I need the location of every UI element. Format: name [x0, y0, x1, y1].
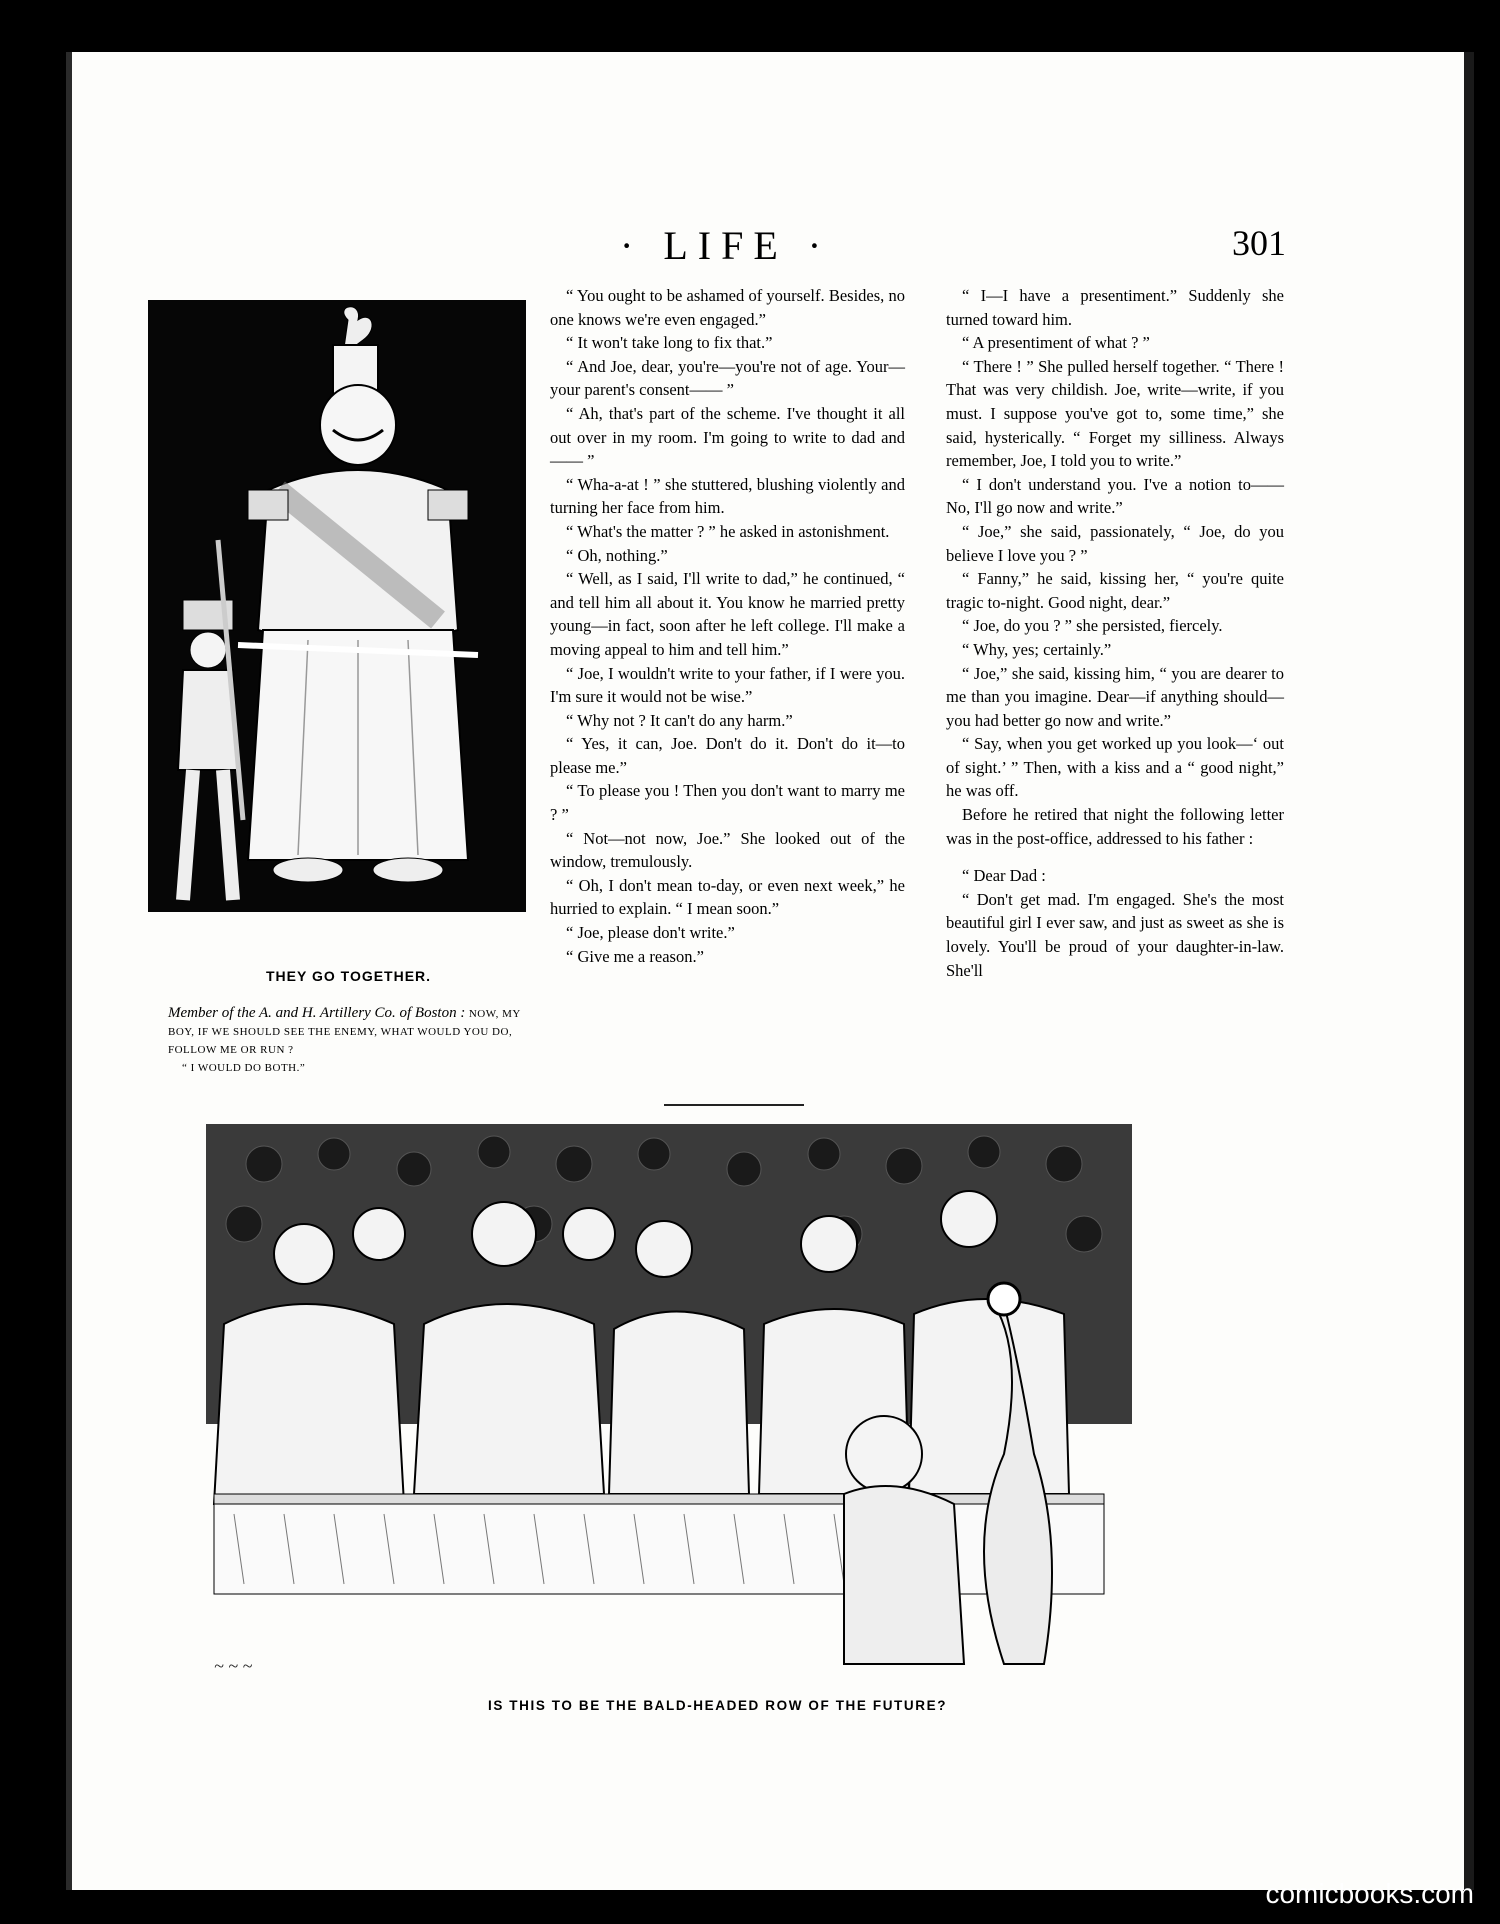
page-edge — [1464, 52, 1474, 1890]
paragraph: “ Joe, please don't write.” — [566, 923, 735, 943]
story-column-2 — [946, 284, 1284, 982]
illustration-theatre-audience — [204, 1124, 1134, 1684]
paragraph: “ Oh, I don't mean to-day, or even next week,” he hurried to explain. “ I mean soon.” — [550, 875, 905, 919]
officer-drawing — [148, 300, 526, 912]
audience-drawing — [204, 1124, 1134, 1684]
illustration-caption: THEY GO TOGETHER. — [266, 968, 432, 984]
joke-speaker: Member of the A. and H. Artillery Co. of Boston : — [168, 1005, 466, 1021]
paragraph: “ It won't take long to fix that.” — [566, 333, 773, 353]
paragraph: “ Joe, I wouldn't write to your father, if I were you. I'm sure it would not be wise.” — [550, 663, 905, 707]
watermark: comicbooks.com — [1265, 1878, 1474, 1909]
paragraph: “ Why, yes; certainly.” — [962, 639, 1112, 659]
paragraph: “ I don't understand you. I've a notion to—— No, I'll go now and write.” — [946, 474, 1284, 518]
joke-question: NOW, MY BOY, IF WE SHOULD SEE THE ENEMY, WHAT WOULD YOU DO, FOLLOW ME OR RUN ? — [168, 1008, 521, 1056]
masthead: · LIFE · — [620, 223, 832, 268]
paragraph: “ What's the matter ? ” he asked in astonishment. — [566, 521, 890, 541]
paragraph: “ And Joe, dear, you're—you're not of age. Your—your parent's consent—— ” — [550, 356, 905, 400]
paragraph: “ Give me a reason.” — [566, 946, 704, 966]
signature-mark: ~ ~ ~ — [214, 1656, 253, 1676]
paragraph: “ Dear Dad : — [962, 866, 1046, 886]
joke-answer: “ I WOULD DO BOTH.” — [182, 1062, 306, 1074]
paragraph: “ Don't get mad. I'm engaged. She's the most beautiful girl I ever saw, and just as sweet as she is lovely. You'll be proud of your daughter-in-law. She'll — [946, 889, 1284, 980]
section-divider — [664, 1104, 804, 1106]
illustration-officer-and-boy — [148, 300, 526, 912]
paragraph: Before he retired that night the following letter was in the post-office, addressed to his father : — [946, 805, 1284, 848]
paragraph: “ Ah, that's part of the scheme. I've thought it all out over in my room. I'm going to write to dad and—— ” — [550, 403, 905, 471]
page-number: 301 — [1232, 223, 1286, 263]
paragraph: “ Joe,” she said, kissing him, “ you are dearer to me than you imagine. Dear—if anything should—you had better go now and write.” — [946, 663, 1284, 730]
paragraph: “ Joe, do you ? ” she persisted, fiercely. — [962, 616, 1223, 636]
paragraph: “ Why not ? It can't do any harm.” — [566, 710, 793, 730]
paragraph: “ Yes, it can, Joe. Don't do it. Don't do it—to please me.” — [550, 734, 905, 777]
paragraph: “ I—I have a presentiment.” Suddenly she turned toward him. — [946, 286, 1284, 329]
paragraph: “ Joe,” she said, passionately, “ Joe, do you believe I love you ? ” — [946, 521, 1284, 565]
paragraph: “ Well, as I said, I'll write to dad,” he continued, “ and tell him all about it. You know he married pretty young—in fact, soon after he left college. I'll make a moving appeal to him and tell him.” — [550, 569, 905, 659]
paragraph: “ You ought to be ashamed of yourself. Besides, no one knows we're even engaged.” — [550, 286, 905, 329]
paragraph: “ Wha-a-at ! ” she stuttered, blushing violently and turning her face from him. — [550, 474, 905, 518]
paragraph: “ To please you ! Then you don't want to marry me ? ” — [550, 781, 905, 825]
story-column-1 — [550, 284, 905, 968]
illustration-caption-2: IS THIS TO BE THE BALD-HEADED ROW OF THE FUTURE? — [488, 1698, 948, 1713]
joke-text — [168, 1004, 538, 1077]
paragraph: “ A presentiment of what ? ” — [962, 333, 1150, 353]
paragraph: “ Fanny,” he said, kissing her, “ you're quite tragic to-night. Good night, dear.” — [946, 569, 1284, 612]
paragraph: “ Say, when you get worked up you look—‘ out of sight.’ ” Then, with a kiss and a “ good night,” he was off. — [946, 734, 1284, 801]
paragraph: “ Oh, nothing.” — [566, 545, 668, 565]
paragraph: “ Not—not now, Joe.” She looked out of the window, tremulously. — [550, 828, 905, 872]
paragraph: “ There ! ” She pulled herself together. “ There ! That was very childish. Joe, write—write, if you must. I suppose you've got to, some time,” she said, hysterically. “ Forget my silliness. Always remember, Joe, I told you to write.” — [946, 356, 1284, 471]
